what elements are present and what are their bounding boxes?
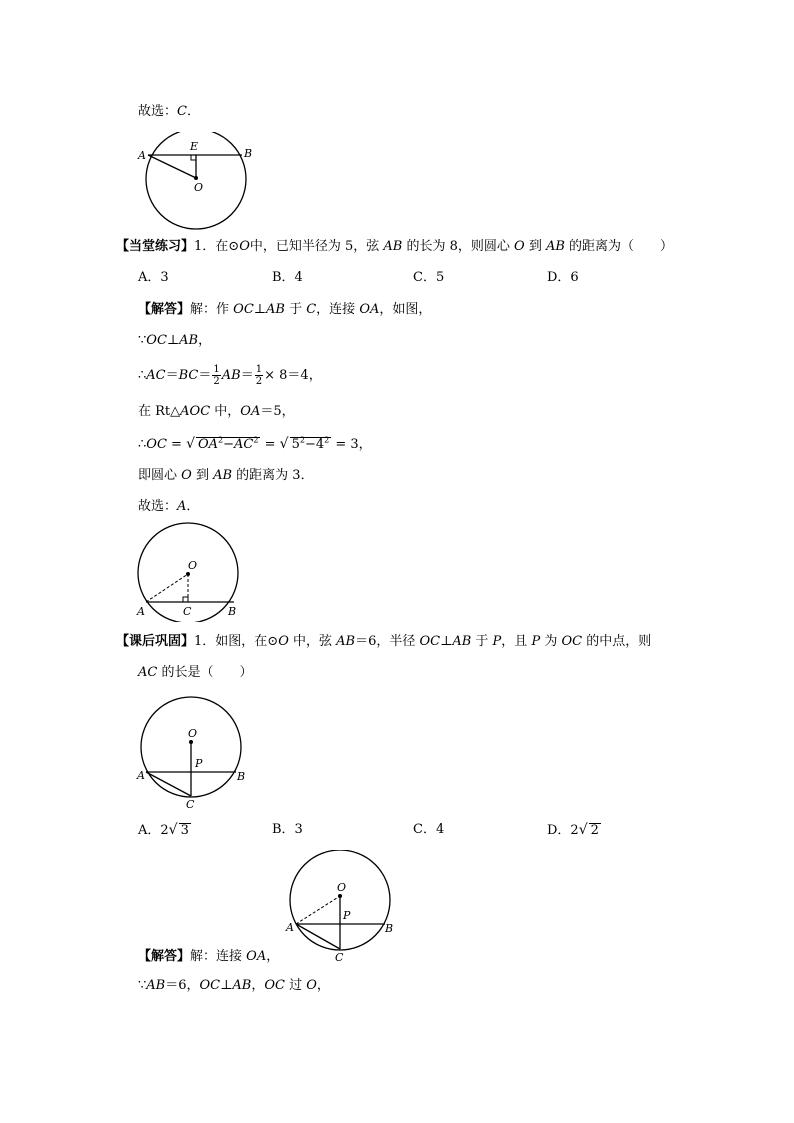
right-angle-mark [191, 155, 196, 160]
radical-sign: √ [186, 436, 195, 452]
figure-circle-e [132, 132, 252, 232]
hw-option-a: A．2√ 3 [138, 822, 189, 838]
homework-solution-line-1: 【解答】解：连接 OA， [138, 949, 280, 964]
practice-solution-line-7: 故选：A． [138, 499, 200, 514]
option-c: C．5 [413, 270, 445, 285]
right-angle-mark [183, 597, 188, 602]
label-o: O [194, 181, 204, 194]
fraction-half-1: $\frac{1}{2}$ [213, 364, 220, 387]
homework-solution-line-2: ∵AB＝6，OC⊥AB，OC 过 O， [138, 978, 330, 993]
label-c: C [186, 798, 195, 811]
option-d: D．6 [547, 270, 579, 285]
label-c: C [183, 605, 192, 618]
center-dot [189, 740, 193, 744]
label-e: E [190, 140, 199, 153]
fraction-half-2: $\frac{1}{2}$ [255, 364, 263, 387]
practice-question: 【当堂练习】1．在⊙O中，已知半径为 5，弦 AB 的长为 8，则圆心 O 到 AB 的距离为（ ） [116, 239, 674, 254]
option-a: A．3 [138, 270, 169, 285]
practice-solution-line-3: ∴AC＝BC＝ $\frac{1}{2}$ AB＝ $\frac{1}{2}$ × 8＝4， [138, 364, 322, 387]
label-p: P [343, 909, 351, 922]
practice-solution-line-1: 【解答】解：作 OC⊥AB 于 C，连接 OA，如图， [138, 302, 432, 317]
segment-ac [146, 772, 191, 796]
radical-sign: √ [168, 822, 178, 838]
label-b: B [244, 147, 252, 160]
label-o: O [337, 881, 347, 894]
homework-question-line-2: AC 的长是（ ） [138, 665, 253, 680]
label-b: B [385, 922, 394, 935]
hw-option-c: C．4 [413, 822, 445, 837]
figure-homework-question [132, 690, 252, 812]
label-a: A [137, 605, 145, 618]
label-o: O [188, 559, 198, 572]
label-b: B [237, 770, 246, 783]
hw-option-d: D．2√ 2 [547, 822, 599, 838]
label-a: A [137, 769, 145, 782]
center-dot [338, 894, 342, 898]
answer-line-1: 故选：C． [138, 104, 200, 119]
homework-question-line-1: 【课后巩固】1．如图，在⊙O 中，弦 AB＝6，半径 OC⊥AB 于 P，且 P 为 OC 的中点，则 [116, 634, 652, 649]
radicand-2: $5^2-4^2$ [291, 435, 330, 452]
practice-solution-line-6: 即圆心 O 到 AB 的距离为 3． [138, 468, 314, 483]
label-p: P [195, 757, 203, 770]
label-b: B [228, 605, 237, 618]
segment-oa-dashed [146, 574, 188, 602]
practice-solution-line-2: ∵OC⊥AB， [138, 333, 212, 348]
figure-homework-solution [282, 850, 402, 968]
radical-sign: √ [279, 436, 289, 452]
label-o: O [188, 727, 198, 740]
label-a: A [138, 149, 146, 162]
segment-oa-dashed [296, 896, 340, 924]
practice-solution-line-4: 在 Rt△AOC 中，OA＝5， [138, 404, 295, 419]
option-b: B．4 [272, 270, 303, 285]
practice-solution-line-5: ∴OC = √ $OA^2-AC^2$ = √ $5^2-4^2 = 3$， [138, 435, 372, 452]
label-a: A [286, 921, 294, 934]
radical-sign: √ [578, 822, 588, 838]
center-dot [186, 572, 190, 576]
segment-ao [148, 155, 196, 178]
hw-option-b: B．3 [272, 822, 303, 837]
radicand-1: $OA^2-AC^2$ [197, 435, 259, 452]
label-c: C [335, 951, 344, 964]
center-dot [194, 176, 198, 180]
figure-practice [132, 522, 248, 622]
